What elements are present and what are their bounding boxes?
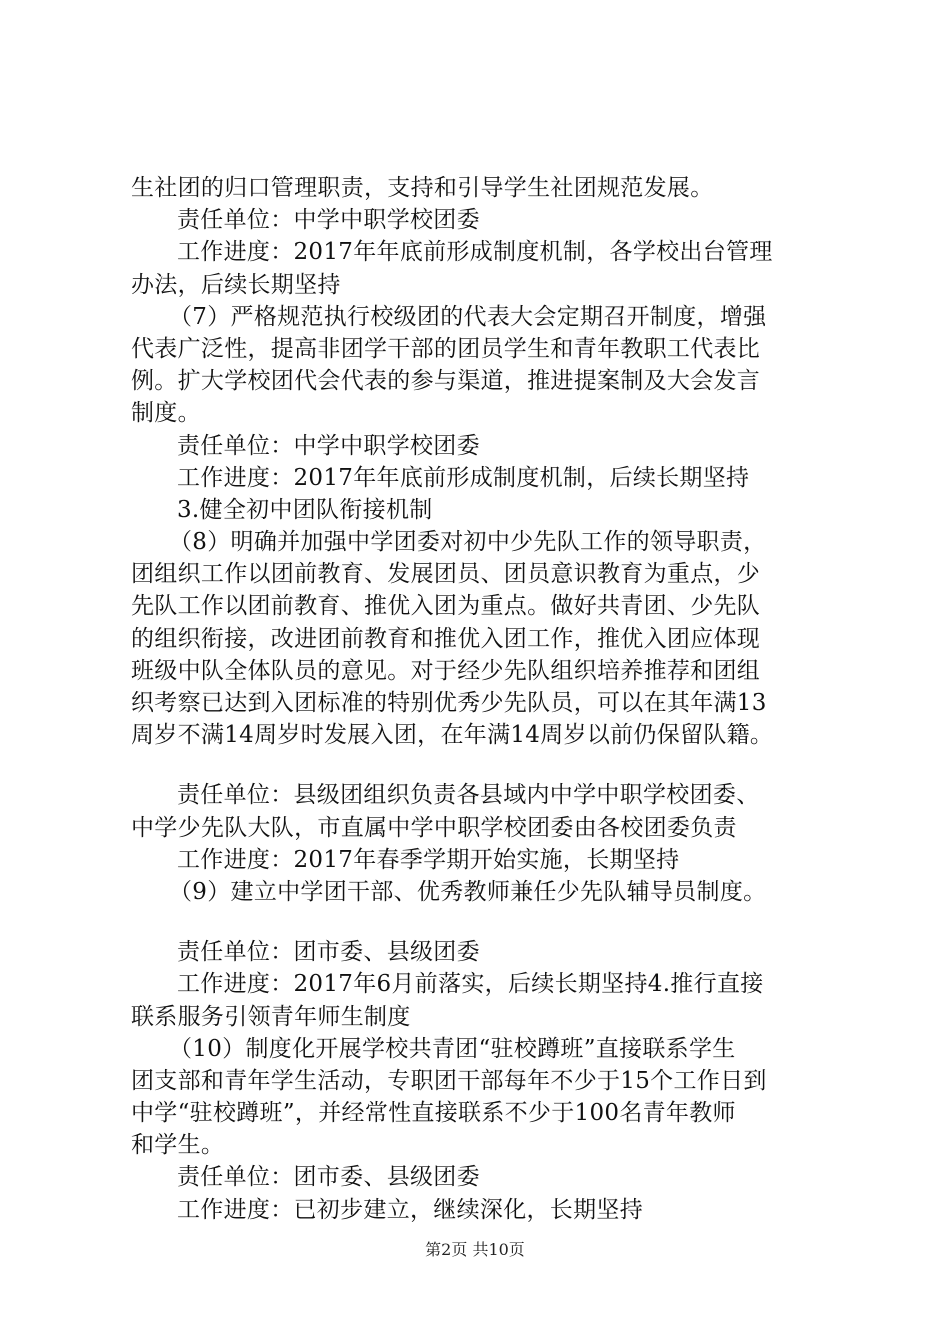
text-line: （7）严格规范执行校级团的代表大会定期召开制度，增强	[169, 303, 767, 330]
text-line: 团支部和青年学生活动，专职团干部每年不少于15个工作日到	[131, 1067, 767, 1094]
text-line: 的组织衔接，改进团前教育和推优入团工作，推优入团应体现	[131, 625, 761, 652]
section-heading: 3.健全初中团队衔接机制	[177, 496, 433, 523]
document-body	[131, 172, 831, 1226]
text-line: 工作进度：2017年年底前形成制度机制，各学校出台管理	[177, 239, 773, 266]
text-line: 工作进度：2017年年底前形成制度机制，后续长期坚持	[177, 464, 750, 491]
text-line: （10）制度化开展学校共青团“驻校蹲班”直接联系学生	[169, 1035, 736, 1062]
text-line: （9）建立中学团干部、优秀教师兼任少先队辅导员制度。	[169, 878, 767, 905]
text-line: 生社团的归口管理职责，支持和引导学生社团规范发展。	[131, 175, 714, 201]
text-line: 责任单位：团市委、县级团委	[177, 1164, 480, 1191]
text-line: 代表广泛性，提高非团学干部的团员学生和青年教职工代表比	[131, 335, 761, 362]
text-line: 先队工作以团前教育、推优入团为重点。做好共青团、少先队	[131, 593, 761, 620]
page-number-footer: 第2页 共10页	[425, 1240, 525, 1259]
text-line: 责任单位：中学中职学校团委	[177, 207, 480, 234]
text-line: 团组织工作以团前教育、发展团员、团员意识教育为重点，少	[131, 561, 761, 588]
text-line: 工作进度：已初步建立，继续深化，长期坚持	[177, 1196, 643, 1223]
paragraph-gap	[131, 751, 831, 779]
text-line: 中学“驻校蹲班”，并经常性直接联系不少于100名青年教师	[131, 1100, 736, 1127]
text-line: 办法，后续长期坚持	[131, 271, 341, 298]
text-line: 班级中队全体队员的意见。对于经少先队组织培养推荐和团组	[131, 657, 761, 684]
paragraph-gap	[131, 908, 831, 936]
text-line: 制度。	[131, 400, 201, 427]
text-line: 例。扩大学校团代会代表的参与渠道，推进提案制及大会发言	[131, 368, 761, 395]
text-line: 周岁不满14周岁时发展入团，在年满14周岁以前仍保留队籍。	[131, 722, 774, 749]
text-line: 责任单位：中学中职学校团委	[177, 432, 480, 459]
text-line: 责任单位：团市委、县级团委	[177, 939, 480, 966]
text-line: 工作进度：2017年春季学期开始实施，长期坚持	[177, 846, 680, 873]
section-heading: 联系服务引领青年师生制度	[131, 1003, 411, 1030]
text-line: 工作进度：2017年6月前落实，后续长期坚持4.推行直接	[177, 971, 764, 998]
text-line: 织考察已达到入团标准的特别优秀少先队员，可以在其年满13	[131, 690, 767, 716]
text-line: （8）明确并加强中学团委对初中少先队工作的领导职责，	[169, 529, 767, 556]
text-line: 责任单位：县级团组织负责各县域内中学中职学校团委、	[177, 782, 760, 809]
text-line: 和学生。	[131, 1132, 225, 1159]
text-line: 中学少先队大队，市直属中学中职学校团委由各校团委负责	[131, 814, 737, 841]
